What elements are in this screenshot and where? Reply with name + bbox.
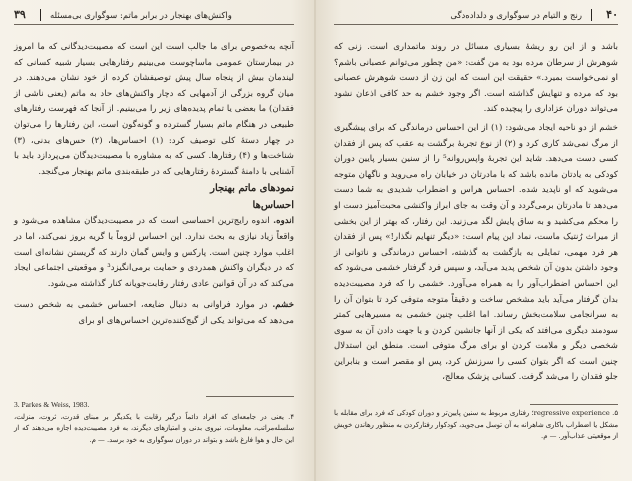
left-footnote-rule [206,396,294,397]
header-separator [40,9,41,21]
left-page-header [14,8,294,25]
left-running-title: واکنش‌های بهنجار در برابر ماتم: سوگواری بی‌مسئله [50,11,232,21]
right-page [316,0,632,481]
right-footnotes [334,408,618,444]
subsection-title: احساس‌ها [252,200,294,212]
sadness-paragraph [14,214,294,292]
sadness-text: اندوه رایج‌ترین احساسی است که در مصیبت‌دیدگان مشاهده می‌شود و واقعاً زیاد نیازی به بحث ندارد. این احساس لزوماً با گریه بروز نمی‌کند، اما در اغلب موارد چنین است. پارکس و وایس گمان دارند که گریستن نشانه‌ای است که در دیگران واکنش همدردی و حمایت برمی‌انگیزد³ و موقعیتی اجتماعی ایجاد می‌کند که در آن قوانین عادی رفتار رقابت‌جویانه کنار گذاشته می‌شود. [14,216,294,289]
sadness-lead: اندوه. [273,216,295,227]
right-paragraph-1: باشد و از این رو ریشهٔ بسیاری مسائل در روند ماتمداری است. زنی که شوهرش از سرطان مرده بود به من گفت: «من چطور می‌توانم عصبانی باشم؟ او نمی‌خواست بمیرد.» حقیقت این است که این زن از دست شوهرش عصبانی بود که مرده و تنهایش گذاشته است. اگر وجود خشم به حد کافی اذعان نشود می‌تواند دوران عزاداری را پیچیده کند. [334,42,618,115]
header-separator [591,9,592,21]
anger-text: در موارد فراوانی به دنبال ضایعه، احساس خشمی به شخص دست می‌دهد که می‌تواند یکی از گیج‌کننده‌ترین احساس‌های او برای [14,300,294,326]
section-title: نمودهای ماتم بهنجار [210,183,294,195]
footnote-reference: 3. Parkes & Weiss, 1983. [14,400,90,409]
right-paragraph-2: خشم از دو ناحیه ایجاد می‌شود: (۱) از این احساس درماندگی که برای پیشگیری از مرگ نمی‌شد کاری کرد و (۲) از نوع تجربهٔ برگشت به عقب که پس از فقدان کسی دست می‌دهد. شاید این تجربهٔ واپس‌روانه⁵ را از سنین بسیار پایین دوران کودکی به یادتان مانده باشد که با مادرتان در خیابان راه می‌روید و ناگهان متوجه می‌شوید که او ناپدید شده. احساس هراس و اضطراب شدیدی به شما دست می‌دهد تا مادرتان برمی‌گردد و آن وقت به جای ابراز واکنشی محبت‌آمیز دست او را محکم می‌کشید و به ساق پایش لگد می‌زنید. این رفتار، که بهتر از این بخشی از میراث رُنتیک ماست، نماد این پیام است: «دیگر تنهایم نگذار!» پس از فقدان هر فرد مهمی، تمایلی به بازگشت به گذشته، احساس درماندگی و ناتوانی از وجود داشتن بدون آن شخص پدید می‌آید، و سپس فرد گرفتار خشمی می‌شود که این احساس اضطراب‌آور را به همراه می‌آورد. خشمی را که فرد مصیبت‌دیده بدان گرفتار می‌آید باید مشخص ساخت و دقیقاً متوجه متوفی کرد تا بتوان آن را به سرانجامی سلامت‌بخش رساند. اما اغلب چنین خشمی به مسیرهایی کمتر سودمند دیگری می‌افتد که یکی از آنها جانشین کردن و یا جهت دادن آن به سوی شخصی دیگر و ملامت کردن او برای مرگ متوفی است. منطق این استدلال چنین است که اگر بتوان کسی را سرزنش کرد، پس او مقصر است و بنابراین جلو فقدان را می‌شد گرفت. کسانی پزشک معالج، [334,122,618,383]
right-page-number: ۴۰ [606,8,618,21]
footnote-4: ۴. یعنی در جامعه‌ای که افراد دائماً درگیر رقابت با یکدیگر بر مبنای قدرت، ثروت، منزلت، سلسله‌مراتب، معلومات، نیروی بدنی و امتیازهای دیگرند، به فرد مصیبت‌دیده اجازه می‌دهند که از این حال و هوا فارغ باشد و بتواند در دوران سوگواری به خود برسد. — م. [14,412,294,444]
left-page-number: ۳۹ [14,8,26,21]
right-body-text [334,40,618,386]
left-paragraph-1: آنچه به‌خصوص برای ما جالب است این است که مصیبت‌دیدگانی که ما امروز در بیمارستان عمومی ماساچوست می‌بینیم رفتارهایی بسیار شبیه کسانی که لیندمان بیش از پنجاه سال پیش توصیفشان کرده از خود نشان می‌دهند. در میان گروه بزرگی از آدمهایی که دچار واکنش‌های حاد به ماتم (یعنی ناشی از فقدان) ما بعضی یا تمام پدیده‌های زیر را می‌بینیم. از آنجا که فهرست رفتارهای طبیعی در هنگام ماتم بسیار گسترده و گونه‌گون است، این رفتارها را می‌توان در چهار دستهٔ کلی توصیف کرد: (۱) احساس‌ها، (۲) حس‌های بدنی، (۳) شناخت‌ها و (۴) رفتارها. کسی که به مشاوره با مصیبت‌دیدگان می‌پردازد باید با آشنایی با دامنهٔ گستردهٔ رفتارهایی که در طبقه‌بندی ماتم بهنجار می‌گنجد. [14,42,295,177]
right-footnote-rule [530,404,618,405]
left-body-text [14,40,294,330]
footnote-5: ۵. regressive experience؛ رفتاری مربوط به سنین پایین‌تر و دوران کودکی که فرد برای مقابله با مشکل یا اضطراب باکاری شاهرانه به آن توسل می‌جوید، کودکوار رفتارکردن به منظور رهاندن خویش از موقعیتی عذاب‌آور. — م. [334,409,619,440]
anger-lead: خشم. [272,300,295,311]
left-footnotes [14,399,294,447]
anger-paragraph [14,298,294,329]
right-page-header [334,8,618,25]
right-running-title: رنج و التیام در سوگواری و دلداده‌دگی [450,11,582,21]
